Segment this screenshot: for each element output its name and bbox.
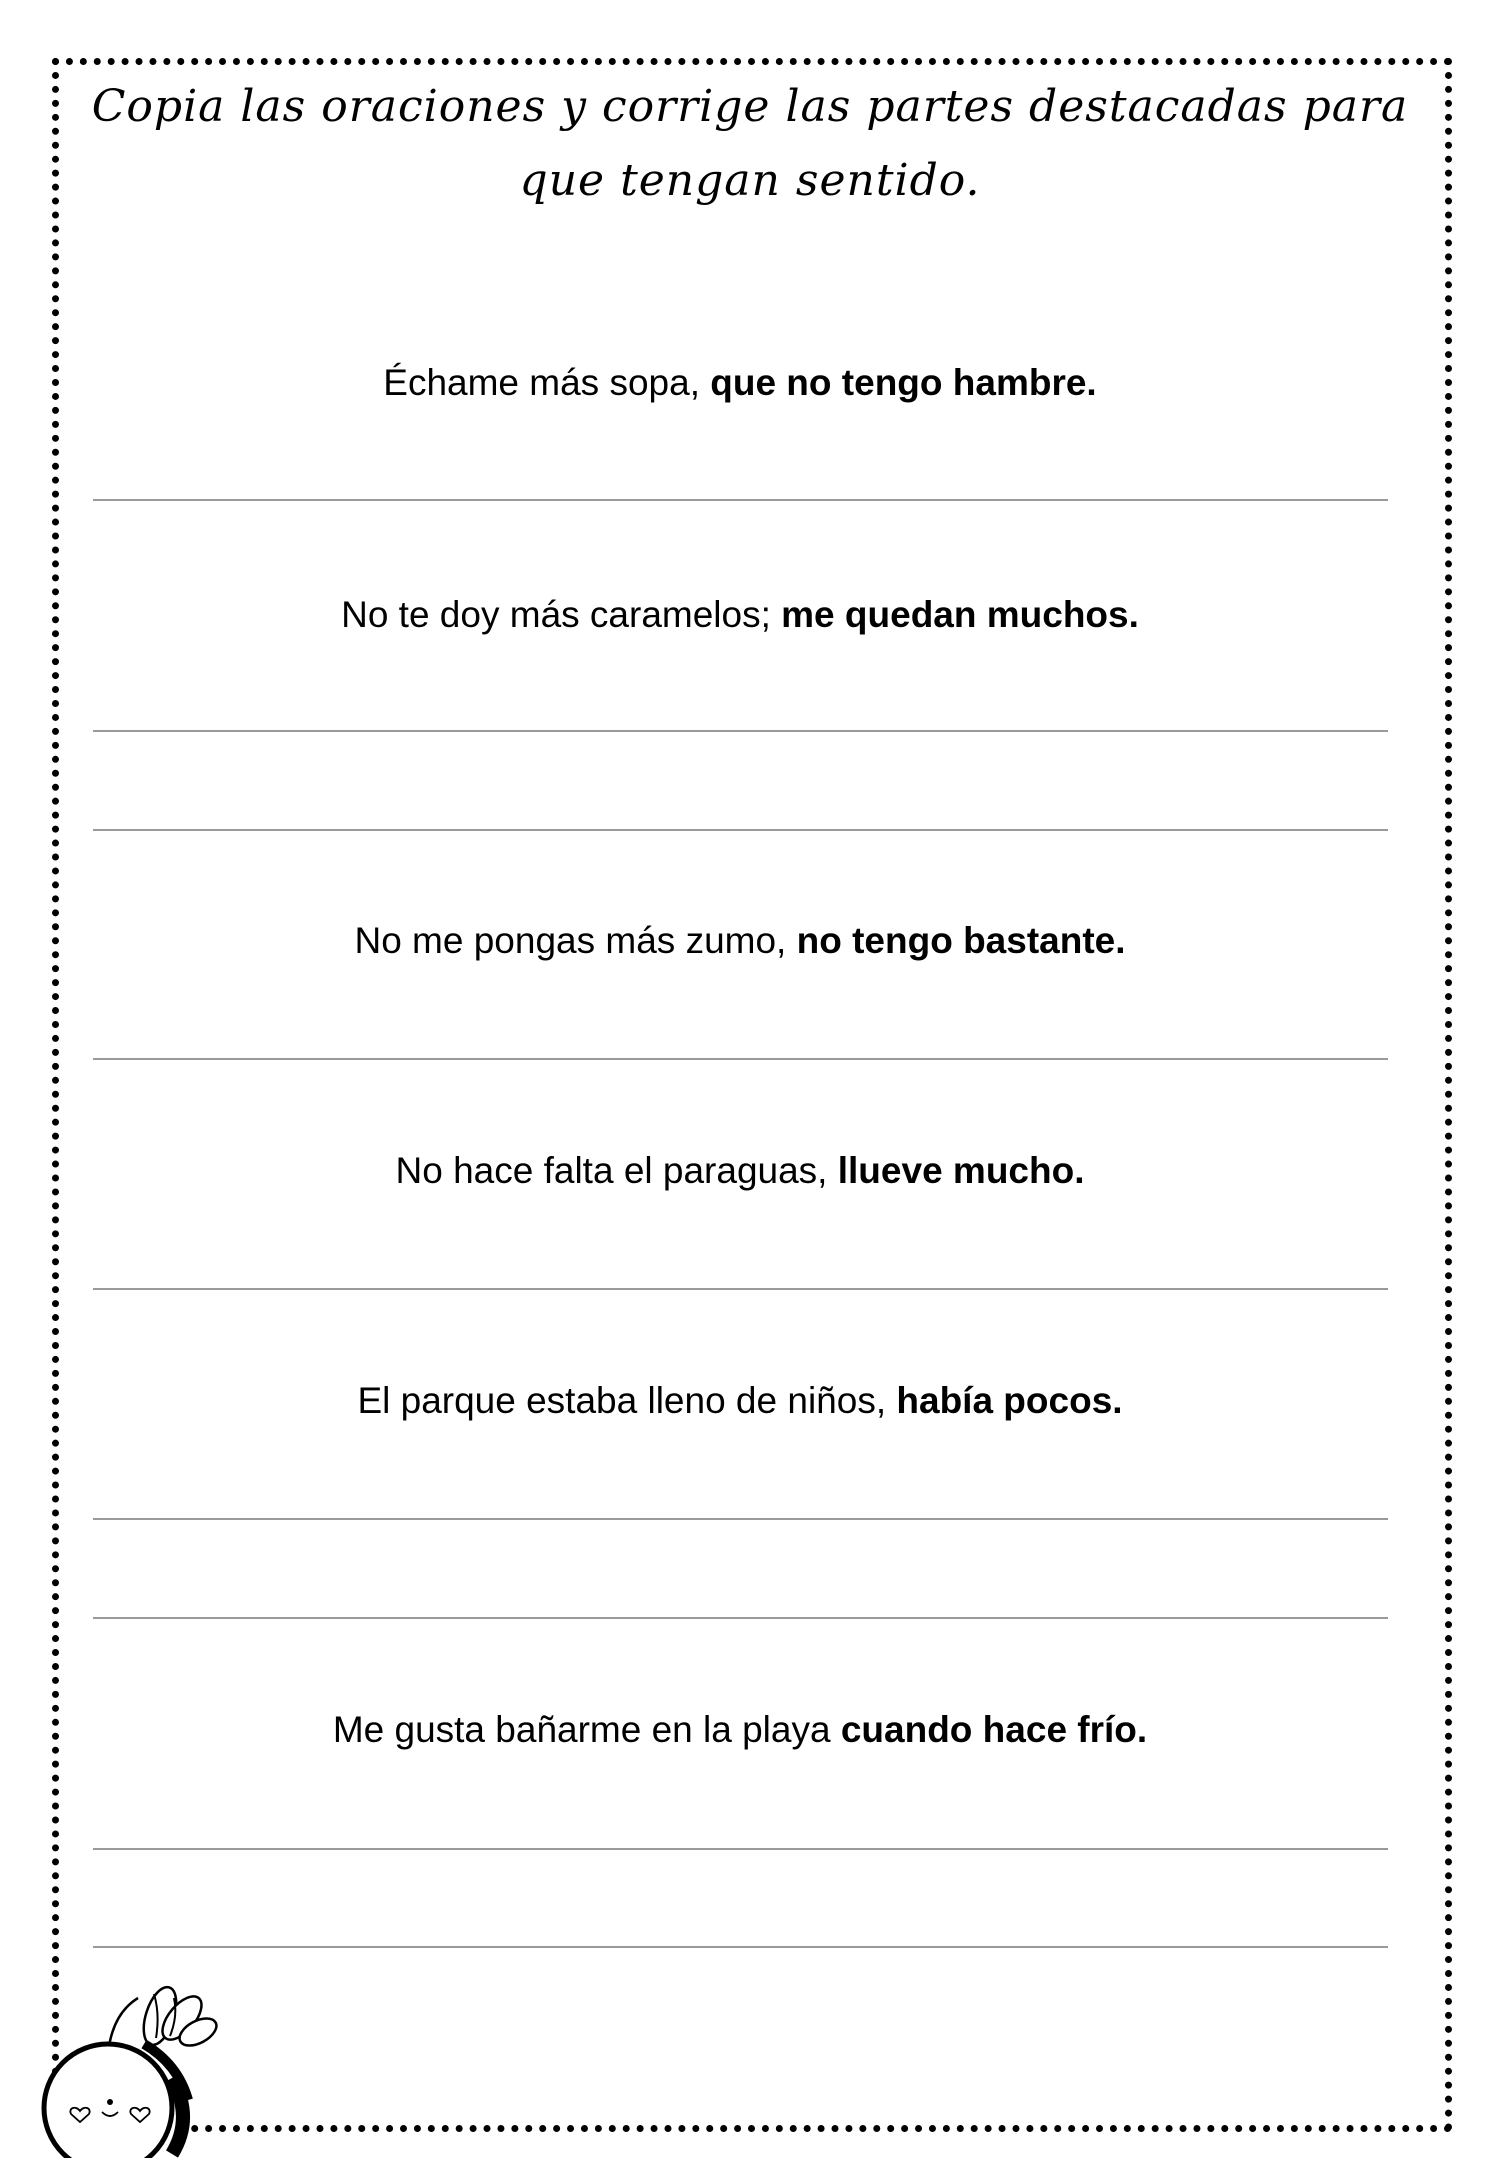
sentence-5 xyxy=(92,1378,1388,1424)
sentence-2-text: No te doy más caramelos; xyxy=(341,594,782,635)
writing-line xyxy=(93,1946,1388,1948)
writing-line xyxy=(93,499,1388,501)
sentence-2-highlight: me quedan muchos. xyxy=(781,594,1139,635)
writing-line xyxy=(93,1058,1388,1060)
sentence-6 xyxy=(92,1707,1388,1753)
sentence-3 xyxy=(92,918,1388,964)
sentence-3-highlight: no tengo bastante. xyxy=(796,920,1126,961)
sentence-1-highlight: que no tengo hambre. xyxy=(710,362,1097,403)
instruction-heading: Copia las oraciones y corrige las partes destacadas para que tengan sentido. xyxy=(91,81,1409,206)
sentence-5-text: El parque estaba lleno de niños, xyxy=(357,1380,897,1421)
sentence-3-text: No me pongas más zumo, xyxy=(354,920,797,961)
writing-line xyxy=(93,730,1388,732)
sentence-1-text: Échame más sopa, xyxy=(383,362,711,403)
sentence-4-text: No hace falta el paraguas, xyxy=(395,1150,838,1191)
writing-line xyxy=(93,1848,1388,1850)
writing-line xyxy=(93,1288,1388,1290)
sentence-2 xyxy=(92,592,1388,638)
sentence-1 xyxy=(92,360,1388,406)
bee-mascot-icon xyxy=(22,1968,232,2158)
sentence-4-highlight: llueve mucho. xyxy=(837,1150,1085,1191)
sentence-5-highlight: había pocos. xyxy=(896,1380,1123,1421)
sentence-6-text: Me gusta bañarme en la playa xyxy=(332,1709,841,1750)
sentence-6-highlight: cuando hace frío. xyxy=(840,1709,1148,1750)
writing-line xyxy=(93,1518,1388,1520)
sentence-4 xyxy=(92,1148,1388,1194)
writing-line xyxy=(93,1617,1388,1619)
writing-line xyxy=(93,829,1388,831)
